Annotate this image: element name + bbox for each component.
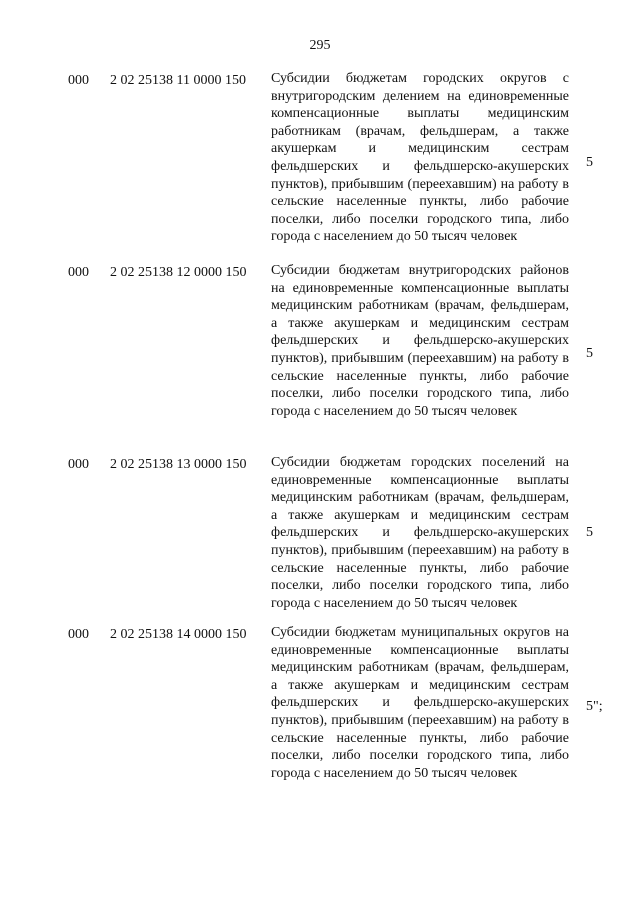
table-row [0, 624, 640, 804]
admin-code: 000 [68, 627, 89, 642]
row-description: Субсидии бюджетам городских округов с внутригородским делением на единовременные компенсационные выплаты медицинским работникам (врачам, фельдшерам, а также акушеркам и медицинским сестрам фельдшерских и фельдшерско-акушерских пунктов), прибывшим (переехавшим) на работу в сельские населенные пункты, либо рабочие поселки, либо поселки городского типа, либо города с населением до 50 тысяч человек [271, 71, 569, 245]
table-row [0, 262, 640, 454]
budget-code: 2 02 25138 12 0000 150 [110, 265, 247, 280]
admin-code: 000 [68, 73, 89, 88]
row-description: Субсидии бюджетам внутригородских районов на единовременные компенсационные выплаты медицинским работникам (врачам, фельдшерам, а также акушеркам и медицинским сестрам фельдшерских и фельдшерско-акушерских пунктов), прибывшим (переехавшим) на работу в сельские населенные пункты, либо рабочие поселки, либо поселки городского типа, либо города с населением до 50 тысяч человек [271, 263, 569, 419]
budget-code: 2 02 25138 11 0000 150 [110, 73, 246, 88]
table-row [0, 70, 640, 262]
row-description: Субсидии бюджетам городских поселений на единовременные компенсационные выплаты медицинским работникам (врачам, фельдшерам, а также акушеркам и медицинским сестрам фельдшерских и фельдшерско-акушерских пунктов), прибывшим (переехавшим) на работу в сельские населенные пункты, либо рабочие поселки, либо поселки городского типа, либо города с населением до 50 тысяч человек [271, 455, 569, 611]
table-row [0, 454, 640, 626]
admin-code: 000 [68, 457, 89, 472]
budget-code: 2 02 25138 14 0000 150 [110, 627, 247, 642]
admin-code: 000 [68, 265, 89, 280]
row-description: Субсидии бюджетам муниципальных округов на единовременные компенсационные выплаты медицинским работникам (врачам, фельдшерам, а также акушеркам и медицинским сестрам фельдшерских и фельдшерско-акушерских пунктов), прибывшим (переехавшим) на работу в сельские населенные пункты, либо рабочие поселки, либо поселки городского типа, либо города с населением до 50 тысяч человек [271, 625, 569, 781]
row-amount: 5 [586, 155, 593, 170]
row-amount: 5 [586, 525, 593, 540]
page-number: 295 [309, 38, 331, 53]
row-amount: 5 [586, 346, 593, 361]
budget-code: 2 02 25138 13 0000 150 [110, 457, 247, 472]
row-amount: 5"; [586, 699, 603, 714]
